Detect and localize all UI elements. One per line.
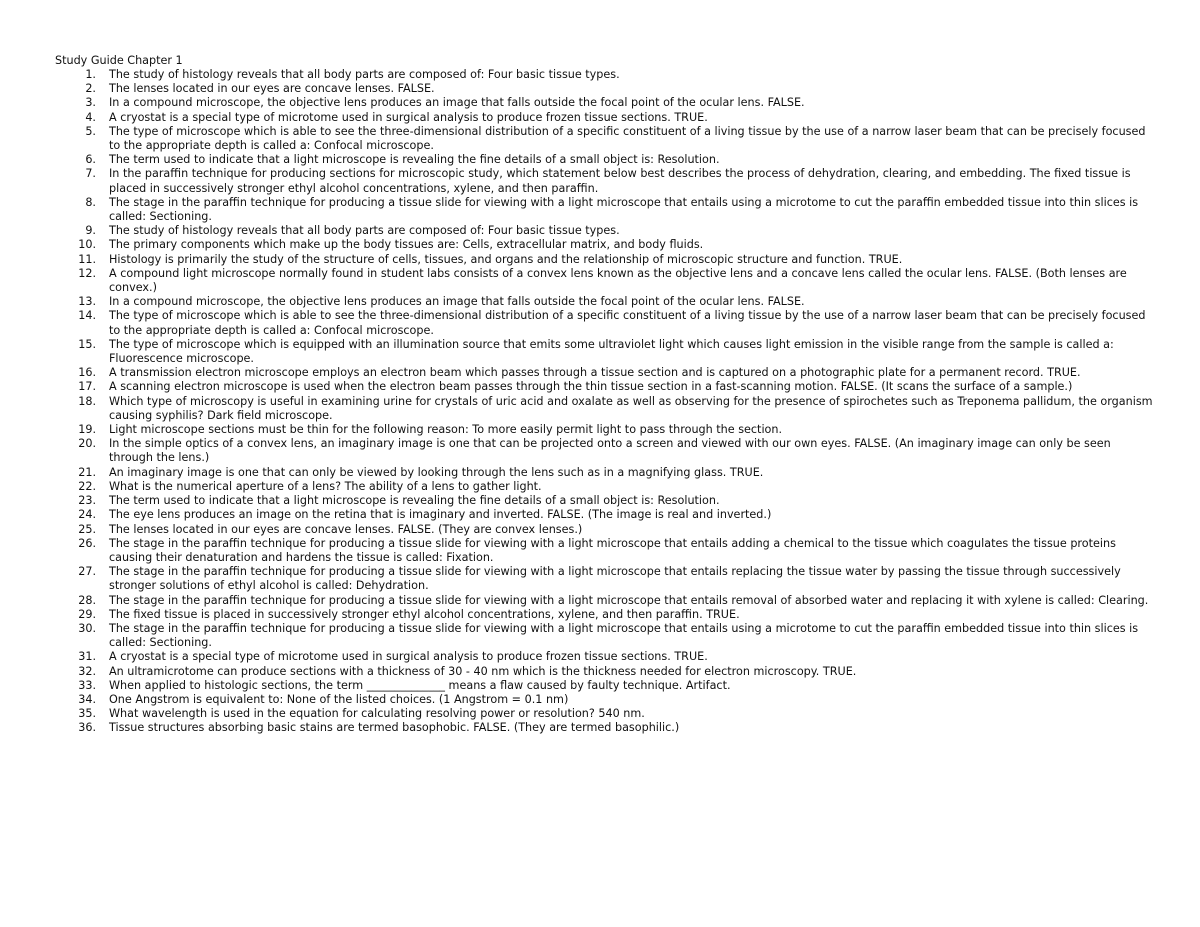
item-number: 31. xyxy=(78,650,96,664)
list-item xyxy=(55,466,1155,480)
item-text: An imaginary image is one that can only be viewed by looking through the lens such as in a magnifying glass. TRUE. xyxy=(109,465,764,479)
item-number: 7. xyxy=(85,167,96,181)
item-text: In a compound microscope, the objective lens produces an image that falls outside the focal point of the ocular lens. FALSE. xyxy=(109,295,805,309)
item-number: 34. xyxy=(78,692,96,706)
item-number: 13. xyxy=(78,295,96,309)
list-item xyxy=(55,494,1155,508)
item-number: 2. xyxy=(85,82,96,96)
item-text: The stage in the paraffin technique for producing a tissue slide for viewing with a light microscope that entails using a microtome to cut the paraffin embedded tissue into thin slices is called: Sectioning. xyxy=(109,195,1139,224)
list-item xyxy=(55,650,1155,664)
item-number: 23. xyxy=(78,494,96,508)
item-number: 35. xyxy=(78,707,96,721)
item-text: What wavelength is used in the equation for calculating resolving power or resolution? 540 nm. xyxy=(109,707,645,721)
list-item xyxy=(55,508,1155,522)
item-text: A scanning electron microscope is used when the electron beam passes through the thin tissue section in a fast-scanning motion. FALSE. (It scans the surface of a sample.) xyxy=(109,380,1073,394)
item-number: 29. xyxy=(78,607,96,621)
item-number: 32. xyxy=(78,664,96,678)
list-item xyxy=(55,238,1155,252)
item-number: 15. xyxy=(78,337,96,351)
item-text: Histology is primarily the study of the structure of cells, tissues, and organs and the relationship of microscopic structure and function. TRUE. xyxy=(109,252,903,266)
document-title: Study Guide Chapter 1 xyxy=(55,54,183,67)
list-item xyxy=(55,594,1155,608)
item-number: 14. xyxy=(78,309,96,323)
item-text: The term used to indicate that a light microscope is revealing the fine details of a small object is: Resolution. xyxy=(109,494,720,508)
list-item xyxy=(55,68,1155,82)
item-number: 22. xyxy=(78,479,96,493)
question-list xyxy=(55,68,1155,736)
list-item xyxy=(55,679,1155,693)
item-number: 11. xyxy=(78,252,96,266)
item-number: 30. xyxy=(78,621,96,635)
item-text: The type of microscope which is able to see the three-dimensional distribution of a specific constituent of a living tissue by the use of a narrow laser beam that can be precisely focused to the appropriate depth is called a: Confocal microscope. xyxy=(109,309,1146,337)
item-number: 4. xyxy=(85,110,96,124)
item-text: Which type of microscopy is useful in examining urine for crystals of uric acid and oxalate as well as observing for the presence of spirochetes such as Treponema pallidum, the organism causing syphilis? Dark field microscope. xyxy=(109,394,1153,422)
item-text: One Angstrom is equivalent to: None of the listed choices. (1 Angstrom = 0.1 nm) xyxy=(109,692,569,706)
item-number: 16. xyxy=(78,366,96,380)
list-item xyxy=(55,622,1155,650)
list-item xyxy=(55,338,1155,366)
item-text: The eye lens produces an image on the retina that is imaginary and inverted. FALSE. (The image is real and inverted.) xyxy=(109,508,772,522)
item-text: A transmission electron microscope employs an electron beam which passes through a tissue section and is captured on a photographic plate for a permanent record. TRUE. xyxy=(109,366,1081,380)
list-item xyxy=(55,366,1155,380)
list-item xyxy=(55,665,1155,679)
item-text: The fixed tissue is placed in successively stronger ethyl alcohol concentrations, xylene, and then paraffin. TRUE. xyxy=(109,607,740,621)
item-number: 21. xyxy=(78,465,96,479)
list-item xyxy=(55,721,1155,735)
item-number: 33. xyxy=(78,678,96,692)
item-text: The stage in the paraffin technique for producing a tissue slide for viewing with a light microscope that entails replacing the tissue water by passing the tissue through successively stronger solutions of ethyl alcohol is called: Dehydration. xyxy=(109,565,1121,593)
item-text: A cryostat is a special type of microtome used in surgical analysis to produce frozen tissue sections. TRUE. xyxy=(109,650,708,664)
item-number: 3. xyxy=(85,96,96,110)
list-item xyxy=(55,96,1155,110)
item-text: The lenses located in our eyes are concave lenses. FALSE. xyxy=(109,82,435,96)
list-item xyxy=(55,224,1155,238)
item-number: 19. xyxy=(78,423,96,437)
list-item xyxy=(55,395,1155,423)
list-item xyxy=(55,167,1155,195)
item-text: Light microscope sections must be thin for the following reason: To more easily permit light to pass through the section. xyxy=(109,423,783,437)
item-text: In the simple optics of a convex lens, an imaginary image is one that can be projected onto a screen and viewed with our own eyes. FALSE. (An imaginary image can only be seen through the lens.) xyxy=(109,437,1111,465)
item-number: 12. xyxy=(78,266,96,280)
list-item xyxy=(55,423,1155,437)
item-number: 9. xyxy=(85,224,96,238)
item-number: 24. xyxy=(78,508,96,522)
item-text: What is the numerical aperture of a lens? The ability of a lens to gather light. xyxy=(109,479,542,493)
list-item xyxy=(55,196,1155,224)
document-page xyxy=(55,54,1155,736)
item-number: 5. xyxy=(85,124,96,138)
item-text: The type of microscope which is able to see the three-dimensional distribution of a specific constituent of a living tissue by the use of a narrow laser beam that can be precisely focused to the appropriate depth is called a: Confocal microscope. xyxy=(109,124,1146,153)
list-item xyxy=(55,523,1155,537)
list-item xyxy=(55,309,1155,337)
list-item xyxy=(55,153,1155,167)
item-number: 8. xyxy=(85,195,96,209)
item-text: The type of microscope which is equipped with an illumination source that emits some ultraviolet light which causes light emission in the visible range from the sample is called a: Fluorescence microscope. xyxy=(109,337,1114,366)
item-number: 10. xyxy=(78,238,96,252)
item-text: The study of histology reveals that all body parts are composed of: Four basic tissue types. xyxy=(109,68,620,81)
list-item xyxy=(55,380,1155,394)
list-item xyxy=(55,565,1155,593)
item-text: The lenses located in our eyes are concave lenses. FALSE. (They are convex lenses.) xyxy=(109,522,583,536)
item-text: A compound light microscope normally found in student labs consists of a convex lens known as the objective lens and a concave lens called the ocular lens. FALSE. (Both lenses are convex.) xyxy=(109,266,1127,295)
item-number: 25. xyxy=(78,522,96,536)
item-text: Tissue structures absorbing basic stains are termed basophobic. FALSE. (They are termed basophilic.) xyxy=(109,721,680,735)
item-number: 1. xyxy=(85,68,96,81)
item-number: 20. xyxy=(78,437,96,451)
item-number: 18. xyxy=(78,394,96,408)
item-text: When applied to histologic sections, the term ______________ means a flaw caused by faulty technique. Artifact. xyxy=(109,678,731,692)
item-number: 6. xyxy=(85,153,96,167)
item-text: An ultramicrotome can produce sections with a thickness of 30 - 40 nm which is the thickness needed for electron microscopy. TRUE. xyxy=(109,664,857,678)
list-item xyxy=(55,437,1155,465)
item-text: The primary components which make up the body tissues are: Cells, extracellular matrix, and body fluids. xyxy=(109,238,704,252)
list-item xyxy=(55,537,1155,565)
list-item xyxy=(55,125,1155,153)
item-number: 36. xyxy=(78,721,96,735)
item-text: In the paraffin technique for producing sections for microscopic study, which statement below best describes the process of dehydration, clearing, and embedding. The fixed tissue is placed in successively stronger ethyl alcohol concentrations, xylene, and then paraffin. xyxy=(109,167,1131,195)
list-item xyxy=(55,608,1155,622)
list-item xyxy=(55,707,1155,721)
list-item xyxy=(55,253,1155,267)
item-number: 17. xyxy=(78,380,96,394)
item-text: The term used to indicate that a light microscope is revealing the fine details of a small object is: Resolution. xyxy=(109,153,720,167)
item-number: 27. xyxy=(78,565,96,579)
item-text: In a compound microscope, the objective lens produces an image that falls outside the focal point of the ocular lens. FALSE. xyxy=(109,96,805,110)
list-item xyxy=(55,295,1155,309)
item-number: 28. xyxy=(78,593,96,607)
list-item xyxy=(55,82,1155,96)
item-text: A cryostat is a special type of microtome used in surgical analysis to produce frozen tissue sections. TRUE. xyxy=(109,110,708,124)
item-text: The stage in the paraffin technique for producing a tissue slide for viewing with a light microscope that entails removal of absorbed water and replacing it with xylene is called: Clearing. xyxy=(109,593,1149,607)
list-item xyxy=(55,693,1155,707)
item-text: The stage in the paraffin technique for producing a tissue slide for viewing with a light microscope that entails using a microtome to cut the paraffin embedded tissue into thin slices is called: Sectioning. xyxy=(109,621,1139,650)
list-item xyxy=(55,111,1155,125)
item-text: The stage in the paraffin technique for producing a tissue slide for viewing with a light microscope that entails adding a chemical to the tissue which coagulates the tissue proteins causing their denaturation and hardens the tissue is called: Fixation. xyxy=(109,536,1116,564)
list-item xyxy=(55,267,1155,295)
list-item xyxy=(55,480,1155,494)
item-text: The study of histology reveals that all body parts are composed of: Four basic tissue types. xyxy=(109,224,620,238)
item-number: 26. xyxy=(78,536,96,550)
